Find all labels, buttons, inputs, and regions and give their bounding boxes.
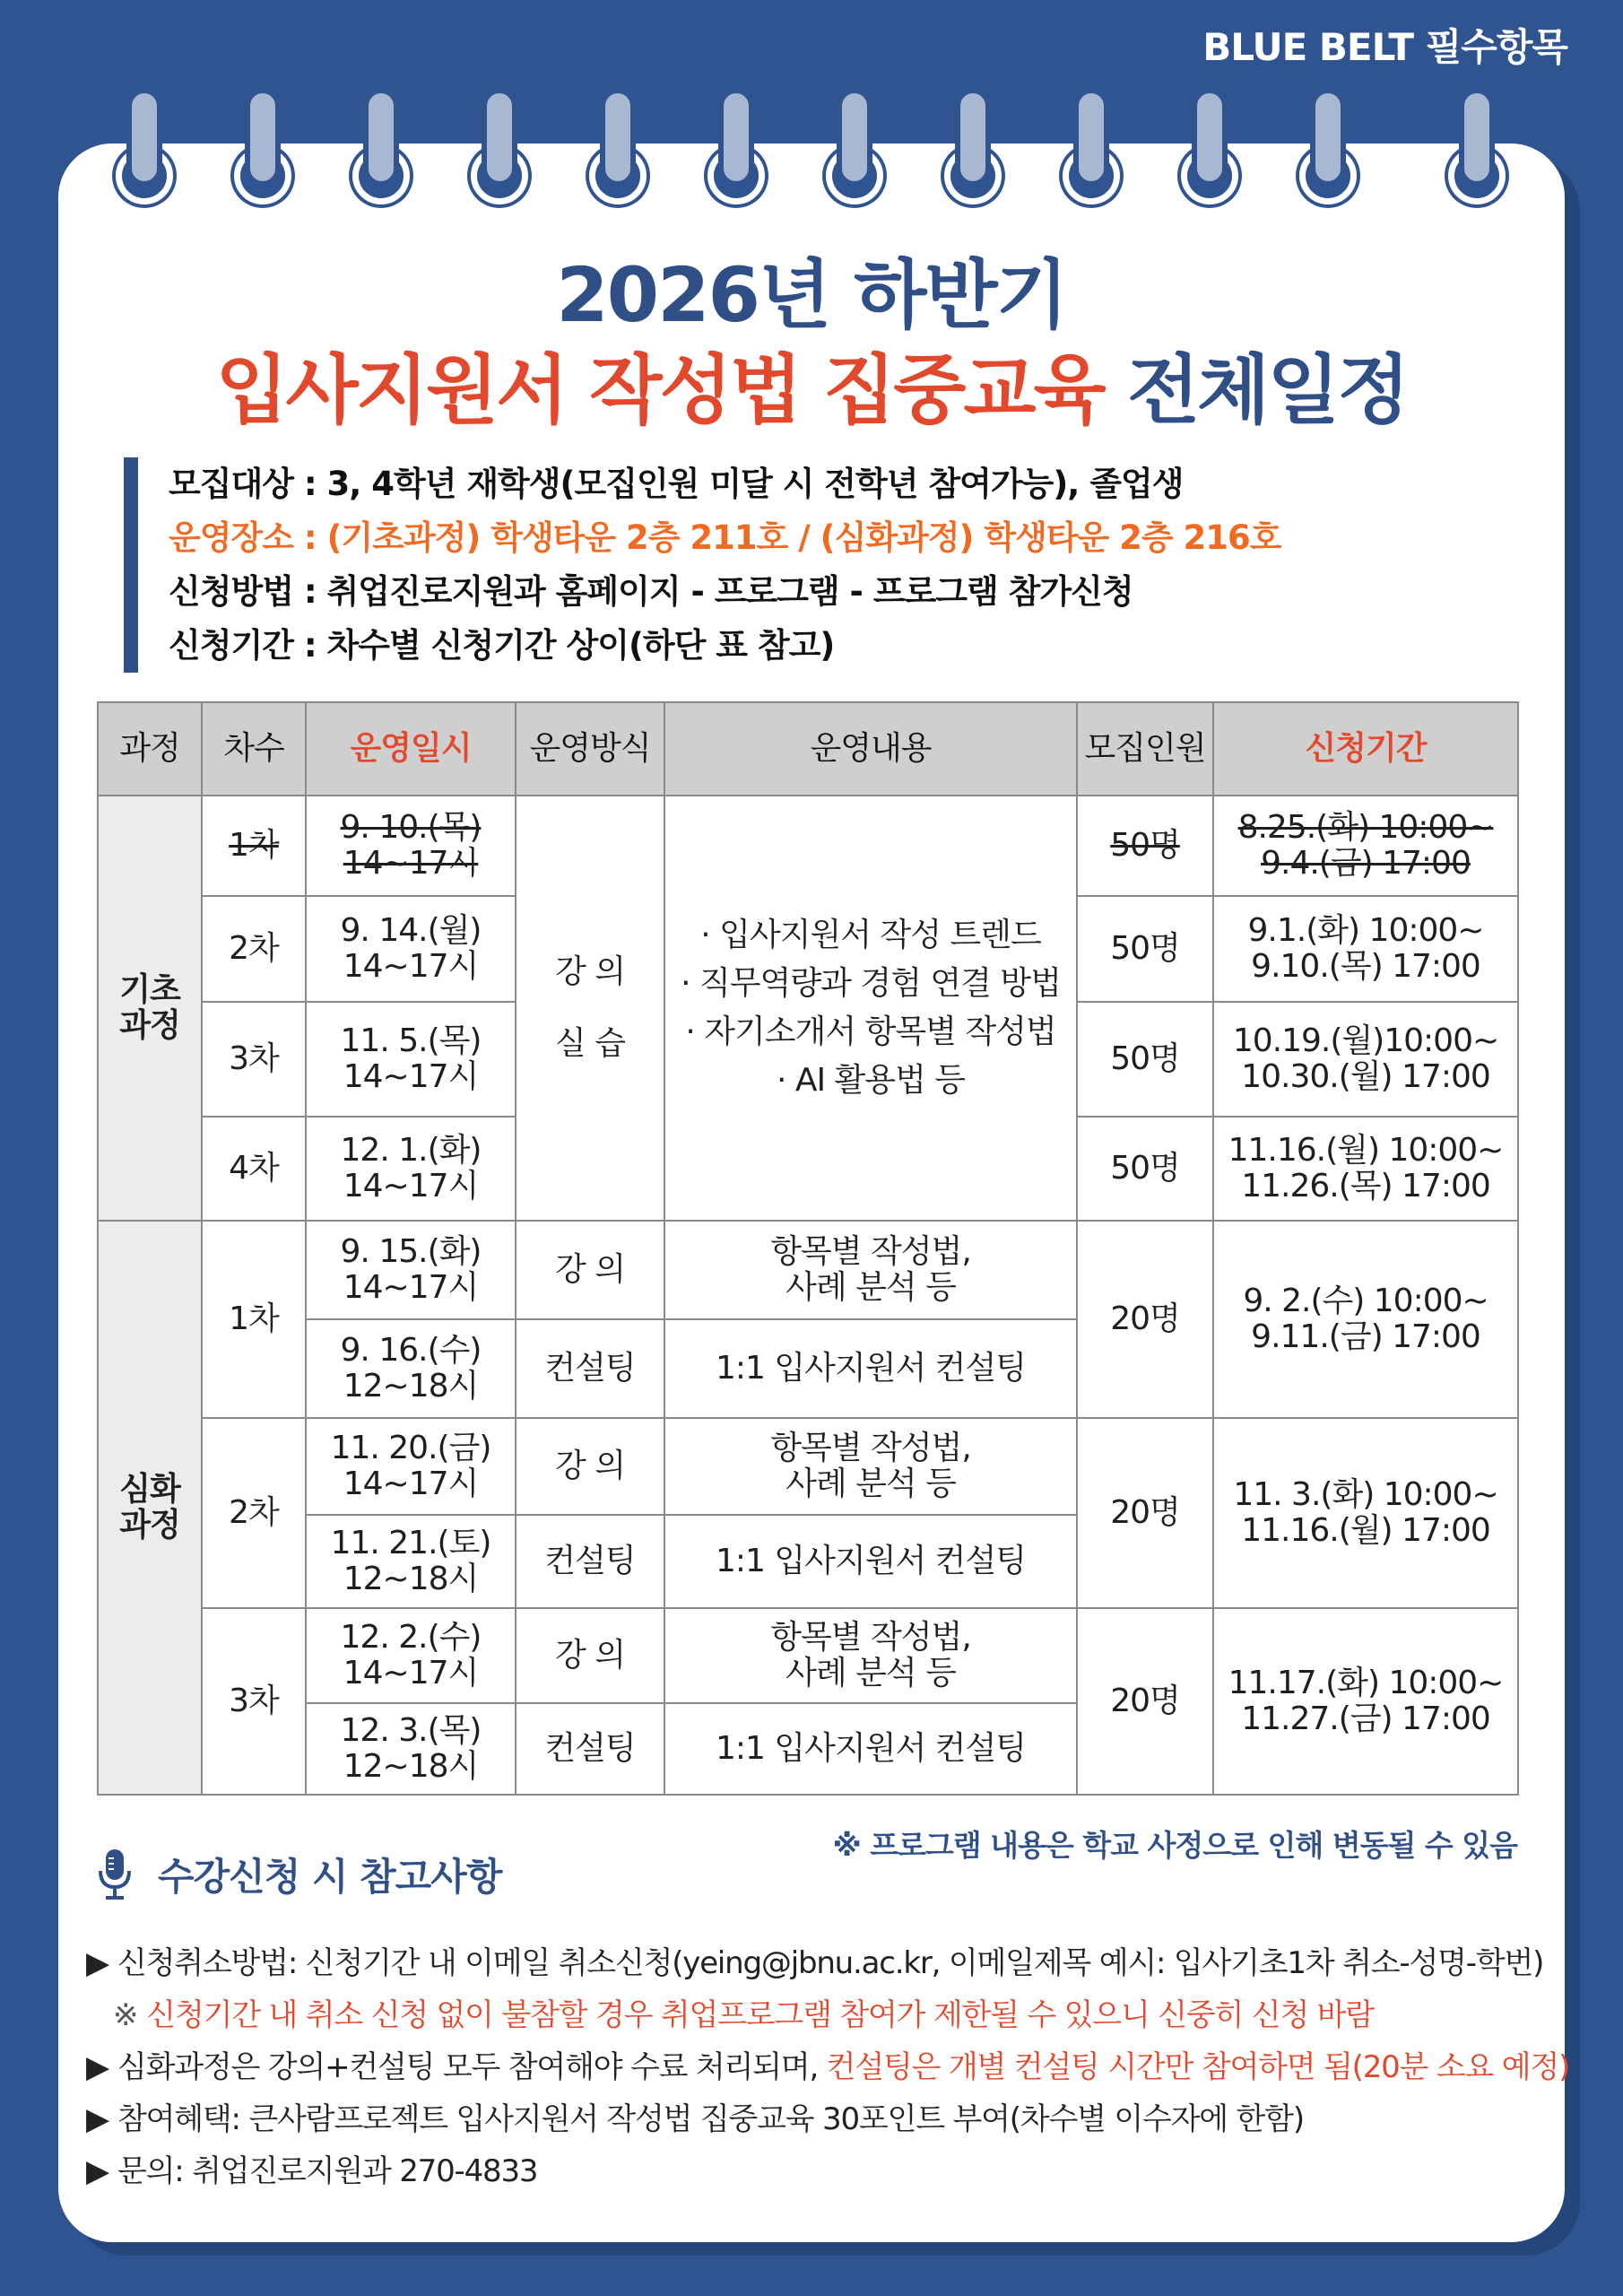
date-cell: 11. 20.(금) 14~17시 bbox=[306, 1418, 516, 1515]
arrow-icon: ▶ bbox=[86, 2153, 108, 2189]
date-cell: 12. 3.(목) 12~18시 bbox=[306, 1703, 516, 1795]
header-date: 운영일시 bbox=[306, 702, 516, 796]
table-header-row bbox=[98, 702, 1518, 796]
period-cell: 11. 3.(화) 10:00~ 11.16.(월) 17:00 bbox=[1213, 1418, 1518, 1608]
content-cell: 1:1 입사지원서 컨설팅 bbox=[664, 1319, 1077, 1418]
round-cell: 3차 bbox=[202, 1608, 306, 1795]
method-cell: 강 의 bbox=[516, 1418, 664, 1515]
round-cell: 1차 bbox=[202, 1221, 306, 1418]
count-cell: 50명 bbox=[1077, 1117, 1213, 1221]
note-advanced-text: 심화과정은 강의+컨설팅 모두 참여해야 수료 처리되며, bbox=[117, 2049, 827, 2085]
method-basic: 강 의 실 습 bbox=[516, 796, 664, 1221]
header-course: 과정 bbox=[98, 702, 202, 796]
reference-heading-text: 수강신청 시 참고사항 bbox=[158, 1855, 502, 1899]
reference-notes bbox=[86, 1937, 1570, 2197]
top-tag: BLUE BELT 필수항목 bbox=[1202, 25, 1567, 69]
count-cell: 20명 bbox=[1077, 1221, 1213, 1418]
arrow-icon: ▶ bbox=[86, 2101, 108, 2137]
note-cancel-warning bbox=[86, 1989, 1557, 2041]
change-notice: ※ 프로그램 내용은 학교 사정으로 인해 변동될 수 있음 bbox=[832, 1828, 1517, 1863]
note-cancel bbox=[86, 1937, 1557, 1989]
method-cell: 컨설팅 bbox=[516, 1703, 664, 1795]
note-benefit bbox=[86, 2093, 1557, 2145]
header-content: 운영내용 bbox=[664, 702, 1077, 796]
info-apply-period: 신청기간 : 차수별 신청기간 상이(하단 표 참고) bbox=[169, 626, 835, 665]
note-contact-text: 문의: 취업진로지원과 270-4833 bbox=[117, 2153, 538, 2189]
note-cancel-warning-text: 신청기간 내 취소 신청 없이 불참할 경우 취업프로그램 참여가 제한될 수 있으니 신중히 신청 바람 bbox=[146, 1997, 1374, 2033]
period-cell: 11.17.(화) 10:00~ 11.27.(금) 17:00 bbox=[1213, 1608, 1518, 1795]
count-cell: 20명 bbox=[1077, 1608, 1213, 1795]
note-advanced-highlight: 컨설팅은 개별 컨설팅 시간만 참여하면 됨(20분 소요 예정) bbox=[826, 2049, 1570, 2085]
method-cell: 강 의 bbox=[516, 1221, 664, 1319]
arrow-icon: ▶ bbox=[86, 1945, 108, 1981]
round-cell: 2차 bbox=[202, 896, 306, 1002]
header-period: 신청기간 bbox=[1213, 702, 1518, 796]
note-advanced bbox=[86, 2041, 1570, 2093]
info-block bbox=[124, 457, 1469, 673]
period-cell: 10.19.(월)10:00~ 10.30.(월) 17:00 bbox=[1213, 1002, 1518, 1117]
table-row bbox=[98, 1608, 1518, 1703]
microphone-icon bbox=[93, 1848, 136, 1901]
period-cell: 8.25.(화) 10:00~ 9.4.(금) 17:00 bbox=[1213, 796, 1518, 896]
table-row bbox=[98, 796, 1518, 896]
date-cell: 12. 2.(수) 14~17시 bbox=[306, 1608, 516, 1703]
info-location: 운영장소 : (기초과정) 학생타운 2층 211호 / (심화과정) 학생타운 2층 216호 bbox=[169, 518, 1281, 557]
round-cell: 2차 bbox=[202, 1418, 306, 1608]
date-cell: 9. 14.(월) 14~17시 bbox=[306, 896, 516, 1002]
note-contact bbox=[86, 2145, 1557, 2197]
date-cell: 11. 5.(목) 14~17시 bbox=[306, 1002, 516, 1117]
round-cell: 4차 bbox=[202, 1117, 306, 1221]
period-cell: 9. 2.(수) 10:00~ 9.11.(금) 17:00 bbox=[1213, 1221, 1518, 1418]
schedule-table bbox=[97, 701, 1519, 1796]
course-advanced: 심화 과정 bbox=[98, 1221, 202, 1795]
table-row bbox=[98, 1418, 1518, 1515]
info-apply-method: 신청방법 : 취업진로지원과 홈페이지 - 프로그램 - 프로그램 참가신청 bbox=[169, 572, 1133, 611]
count-cell: 50명 bbox=[1077, 796, 1213, 896]
period-cell: 11.16.(월) 10:00~ 11.26.(목) 17:00 bbox=[1213, 1117, 1518, 1221]
title-main bbox=[0, 330, 1623, 439]
content-cell: 1:1 입사지원서 컨설팅 bbox=[664, 1703, 1077, 1795]
round-cell: 3차 bbox=[202, 1002, 306, 1117]
reference-mark-icon: ※ bbox=[113, 1997, 138, 2033]
date-cell: 9. 15.(화) 14~17시 bbox=[306, 1221, 516, 1319]
title-year: 2026년 하반기 bbox=[556, 251, 1067, 339]
round-cell: 1차 bbox=[202, 796, 306, 896]
period-cell: 9.1.(화) 10:00~ 9.10.(목) 17:00 bbox=[1213, 896, 1518, 1002]
title-main-blue: 전체일정 bbox=[1126, 346, 1408, 434]
method-cell: 컨설팅 bbox=[516, 1515, 664, 1608]
header-count: 모집인원 bbox=[1077, 702, 1213, 796]
reference-heading bbox=[93, 1848, 501, 1901]
course-basic: 기초 과정 bbox=[98, 796, 202, 1221]
content-basic: · 입사지원서 작성 트렌드 · 직무역량과 경험 연결 방법 · 자기소개서 항목별 작성법 · AI 활용법 등 bbox=[664, 796, 1077, 1221]
content-cell: 항목별 작성법, 사례 분석 등 bbox=[664, 1221, 1077, 1319]
count-cell: 50명 bbox=[1077, 1002, 1213, 1117]
header-method: 운영방식 bbox=[516, 702, 664, 796]
date-cell: 11. 21.(토) 12~18시 bbox=[306, 1515, 516, 1608]
date-cell: 9. 16.(수) 12~18시 bbox=[306, 1319, 516, 1418]
count-cell: 50명 bbox=[1077, 896, 1213, 1002]
content-cell: 1:1 입사지원서 컨설팅 bbox=[664, 1515, 1077, 1608]
header-round: 차수 bbox=[202, 702, 306, 796]
date-cell: 12. 1.(화) 14~17시 bbox=[306, 1117, 516, 1221]
count-cell: 20명 bbox=[1077, 1418, 1213, 1608]
method-cell: 컨설팅 bbox=[516, 1319, 664, 1418]
date-cell: 9. 10.(목) 14~17시 bbox=[306, 796, 516, 896]
title-main-red: 입사지원서 작성법 집중교육 bbox=[215, 346, 1104, 434]
info-target: 모집대상 : 3, 4학년 재학생(모집인원 미달 시 전학년 참여가능), 졸업생 bbox=[169, 465, 1184, 503]
table-row bbox=[98, 1221, 1518, 1319]
arrow-icon: ▶ bbox=[86, 2049, 108, 2085]
content-cell: 항목별 작성법, 사례 분석 등 bbox=[664, 1418, 1077, 1515]
note-benefit-text: 참여혜택: 큰사람프로젝트 입사지원서 작성법 집중교육 30포인트 부여(차수별 이수자에 한함) bbox=[117, 2101, 1304, 2137]
method-cell: 강 의 bbox=[516, 1608, 664, 1703]
content-cell: 항목별 작성법, 사례 분석 등 bbox=[664, 1608, 1077, 1703]
note-cancel-text: 신청취소방법: 신청기간 내 이메일 취소신청(yeing@jbnu.ac.kr, 이메일제목 예시: 입사기초1차 취소-성명-학번) bbox=[117, 1945, 1544, 1981]
